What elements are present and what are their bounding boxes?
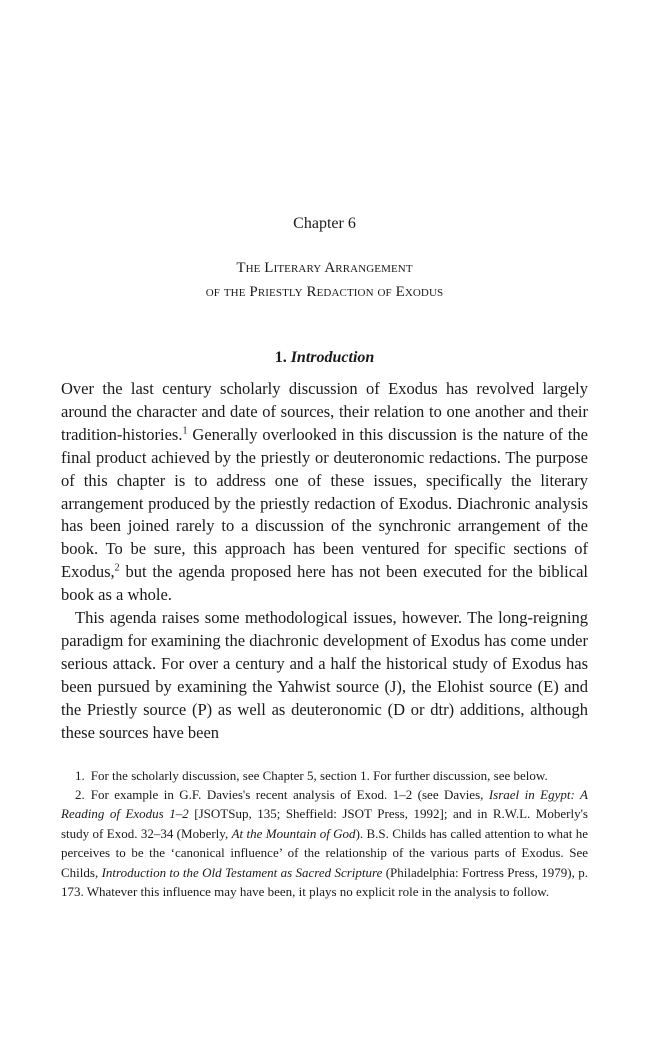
- footnote-ref-1: 1: [182, 425, 188, 437]
- paragraph-1-part-b: Generally overlooked in this discussion is the nature of the final product achieved by the priestly or deuteronomic redactions. The purpose of this chapter is to address one of these issues, specifically the literary arrangement produced by the priestly redaction of Exodus. Diachronic analysis has been joined rarely to a discussion of the synchronic arrangement of the book. To be sure, this approach has been ventured for specific sections of Exodus,: [61, 424, 588, 582]
- footnote-2-title-1: Israel in Egypt: A Reading of Exodus 1–2: [61, 786, 588, 822]
- footnote-2-text-4: (Philadelphia: Fortress Press, 1979), p. 173. Whatever this influence may have been, it plays no explicit role in the analysis to follow.: [61, 864, 588, 899]
- chapter-title: [61, 256, 588, 304]
- section-name: Introduction: [290, 349, 375, 366]
- chapter-title-line-1: The Literary Arrangement: [236, 260, 413, 276]
- paragraph-2: This agenda raises some methodological issues, however. The long-reigning paradigm for examining the diachronic development of Exodus has come under serious attack. For over a century and a half the historical study of Exodus has been pursued by examining the Yahwist source (J), the Elohist source (E) and the Priestly source (P) as well as deuteronomic (D or dtr) additions, although these sources have been: [61, 608, 588, 742]
- footnote-2: [61, 785, 588, 901]
- footnote-2-number: 2.: [75, 786, 85, 802]
- chapter-label: Chapter 6: [293, 215, 356, 232]
- footnote-ref-2: 2: [114, 562, 120, 574]
- footnotes: [61, 766, 588, 902]
- section-heading: [61, 348, 588, 368]
- footnote-1: [61, 766, 588, 785]
- section-number: 1.: [274, 349, 287, 366]
- chapter-title-line-2: of the Priestly Redaction of Exodus: [205, 284, 444, 300]
- paragraph-1-part-c: but the agenda proposed here has not been executed for the biblical book as a whole.: [61, 562, 588, 605]
- footnote-2-text-3: ). B.S. Childs has called attention to what he perceives to be the ‘canonical influence’ of the relationship of the various parts of Exodus. See Childs,: [61, 825, 588, 880]
- footnote-2-text-1: For example in G.F. Davies's recent analysis of Exod. 1–2 (see Davies,: [90, 786, 489, 802]
- footnote-2-text-2: [JSOTSup, 135; Sheffield: JSOT Press, 1992]; and in R.W.L. Moberly's study of Exod. 32–34 (Moberly,: [61, 806, 588, 841]
- body-text: [61, 378, 588, 745]
- footnote-2-title-3: Introduction to the Old Testament as Sacred Scripture: [101, 864, 383, 880]
- footnote-2-title-2: At the Mountain of God: [231, 825, 356, 841]
- footnote-1-text: For the scholarly discussion, see Chapter 5, section 1. For further discussion, see below.: [90, 767, 548, 783]
- book-page: [61, 214, 588, 901]
- paragraph-1: [61, 378, 588, 607]
- footnote-1-number: 1.: [75, 767, 85, 783]
- paragraph-1-part-a: Over the last century scholarly discussion of Exodus has revolved largely around the character and date of sources, their relation to one another and their tradition-histories.: [61, 379, 588, 444]
